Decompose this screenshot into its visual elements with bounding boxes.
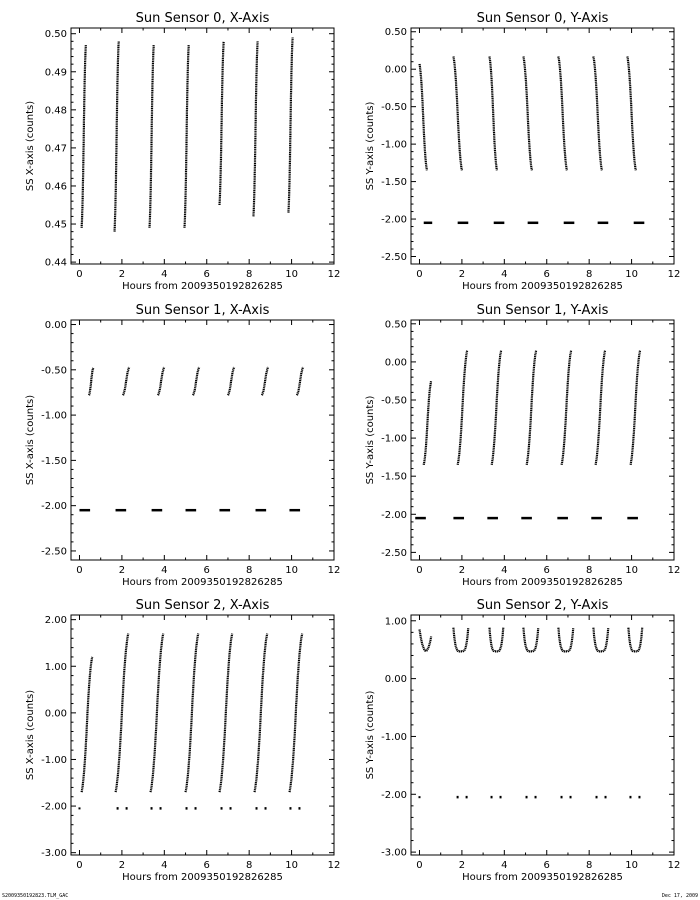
y-tick-label: -2.50 — [41, 546, 67, 558]
x-tick-label: 2 — [458, 565, 466, 576]
y-tick-label: -1.00 — [41, 410, 67, 422]
x-tick-label: 2 — [458, 860, 466, 871]
data-pass — [523, 628, 538, 652]
y-tick-label: -1.00 — [381, 433, 407, 445]
x-tick-label: 8 — [245, 269, 253, 280]
x-tick-label: 6 — [543, 860, 550, 871]
data-pass — [220, 634, 233, 793]
data-pass — [82, 657, 93, 792]
x-tick-label: 6 — [203, 269, 210, 280]
x-axis-label: Hours from 2009350192826285 — [122, 281, 283, 292]
data-pass — [123, 367, 129, 395]
data-pass — [523, 57, 532, 171]
y-tick-label: -0.50 — [41, 365, 67, 377]
x-tick-label: 10 — [625, 565, 638, 576]
y-axis-label: SS Y-axis (counts) — [365, 101, 376, 191]
x-tick-label: 4 — [161, 860, 168, 871]
data-pass — [186, 634, 199, 793]
chart-title: Sun Sensor 0, Y-Axis — [476, 11, 609, 26]
x-tick-label: 0 — [76, 860, 83, 871]
y-tick-label: -2.00 — [381, 789, 407, 801]
data-pass — [185, 45, 189, 228]
x-tick-label: 2 — [118, 269, 126, 280]
data-pass — [89, 368, 93, 395]
y-tick-label: 0.00 — [384, 674, 407, 686]
y-tick-label: -2.00 — [41, 801, 67, 813]
data-pass — [628, 628, 642, 652]
x-tick-label: 8 — [245, 565, 253, 576]
y-tick-label: -2.00 — [381, 214, 407, 226]
chart-title: Sun Sensor 0, X-Axis — [135, 11, 270, 26]
y-tick-label: 0.50 — [44, 29, 67, 41]
chart-title: Sun Sensor 2, Y-Axis — [476, 598, 609, 613]
data-pass — [150, 45, 154, 228]
x-tick-label: 8 — [585, 269, 593, 280]
x-tick-label: 2 — [458, 269, 466, 280]
y-tick-label: 0.46 — [44, 181, 67, 193]
x-axis-label: Hours from 2009350192826285 — [122, 872, 283, 883]
data-pass — [527, 351, 537, 465]
fill-value-marker — [418, 796, 420, 798]
x-tick-label: 0 — [76, 269, 83, 280]
chart-title: Sun Sensor 1, Y-Axis — [476, 303, 609, 318]
y-axis-label: SS Y-axis (counts) — [365, 690, 376, 780]
y-tick-label: -1.50 — [381, 177, 407, 189]
y-tick-label: 0.49 — [44, 67, 67, 79]
chart-panel — [365, 11, 680, 292]
y-tick-label: 2.00 — [44, 615, 67, 627]
data-pass — [290, 634, 303, 793]
data-pass — [420, 630, 432, 651]
plot-frame — [411, 28, 674, 264]
data-pass — [593, 628, 608, 652]
data-pass — [631, 351, 641, 465]
y-tick-label: -1.00 — [381, 139, 407, 151]
y-tick-label: -2.00 — [381, 509, 407, 521]
y-tick-label: -1.00 — [381, 731, 407, 743]
data-pass — [82, 45, 86, 228]
data-pass — [255, 634, 268, 793]
x-axis-label: Hours from 2009350192826285 — [122, 577, 283, 588]
y-tick-label: -1.00 — [41, 754, 67, 766]
chart-panel — [25, 598, 340, 883]
x-tick-label: 12 — [327, 269, 341, 280]
y-tick-label: -2.50 — [381, 547, 407, 559]
y-tick-label: 0.45 — [44, 219, 67, 231]
y-tick-label: 0.00 — [44, 320, 67, 332]
y-axis-label: SS X-axis (counts) — [25, 394, 36, 486]
data-pass — [562, 351, 572, 465]
x-tick-label: 4 — [501, 565, 508, 576]
x-tick-label: 4 — [501, 860, 508, 871]
y-tick-label: 0.48 — [44, 105, 67, 117]
x-tick-label: 6 — [203, 860, 210, 871]
x-tick-label: 6 — [543, 269, 550, 280]
x-tick-label: 2 — [118, 860, 126, 871]
y-tick-label: -0.50 — [381, 102, 407, 114]
x-tick-label: 0 — [416, 860, 423, 871]
x-tick-label: 8 — [245, 860, 253, 871]
data-pass — [288, 38, 292, 213]
chart-title: Sun Sensor 1, X-Axis — [135, 303, 270, 318]
data-pass — [596, 351, 606, 465]
chart-title: Sun Sensor 2, X-Axis — [135, 598, 270, 613]
x-tick-label: 0 — [416, 565, 423, 576]
y-tick-label: 0.47 — [44, 143, 67, 155]
y-axis-label: SS Y-axis (counts) — [365, 395, 376, 485]
data-pass — [558, 57, 567, 171]
x-tick-label: 12 — [327, 565, 341, 576]
y-tick-label: 0.50 — [384, 27, 407, 39]
x-tick-label: 10 — [285, 269, 298, 280]
chart-panel — [365, 303, 680, 588]
x-tick-label: 12 — [667, 269, 681, 280]
y-tick-label: 0.00 — [44, 708, 67, 720]
data-pass — [297, 367, 303, 395]
plot-frame — [411, 320, 674, 560]
y-tick-label: -1.50 — [41, 455, 67, 467]
x-tick-label: 8 — [585, 860, 593, 871]
x-tick-label: 6 — [543, 565, 550, 576]
y-tick-label: 1.00 — [384, 616, 407, 628]
y-tick-label: 1.00 — [44, 661, 67, 673]
y-tick-label: 0.50 — [384, 319, 407, 331]
data-pass — [492, 351, 502, 465]
x-tick-label: 12 — [667, 565, 681, 576]
data-pass — [458, 351, 468, 465]
fill-value-marker — [78, 807, 80, 809]
data-pass — [420, 64, 427, 170]
chart-panel — [365, 598, 680, 883]
x-tick-label: 2 — [118, 565, 126, 576]
x-axis-label: Hours from 2009350192826285 — [462, 872, 623, 883]
x-tick-label: 12 — [667, 860, 681, 871]
x-tick-label: 0 — [76, 565, 83, 576]
data-pass — [253, 41, 257, 216]
plot-frame — [71, 28, 334, 264]
data-pass — [593, 57, 602, 171]
data-pass — [158, 367, 164, 395]
data-pass — [262, 367, 268, 395]
y-tick-label: -3.00 — [41, 848, 67, 860]
y-tick-label: -0.50 — [381, 395, 407, 407]
y-tick-label: 0.00 — [384, 357, 407, 369]
data-pass — [116, 634, 129, 793]
data-pass — [490, 57, 497, 171]
x-tick-label: 10 — [625, 860, 638, 871]
plot-frame — [71, 320, 334, 560]
data-pass — [193, 367, 199, 395]
data-pass — [453, 628, 468, 652]
x-tick-label: 4 — [501, 269, 508, 280]
x-tick-label: 10 — [625, 269, 638, 280]
plot-frame — [71, 615, 334, 855]
x-tick-label: 0 — [416, 269, 423, 280]
x-axis-label: Hours from 2009350192826285 — [462, 577, 623, 588]
data-pass — [424, 381, 431, 465]
data-pass — [115, 41, 119, 231]
y-axis-label: SS X-axis (counts) — [25, 100, 36, 192]
x-axis-label: Hours from 2009350192826285 — [462, 281, 623, 292]
y-axis-label: SS X-axis (counts) — [25, 689, 36, 781]
data-pass — [220, 41, 224, 205]
data-pass — [151, 634, 164, 793]
y-tick-label: -2.00 — [41, 501, 67, 513]
y-tick-label: 0.44 — [44, 257, 67, 269]
x-tick-label: 4 — [161, 269, 168, 280]
chart-panel — [25, 11, 340, 292]
y-tick-label: 0.00 — [384, 64, 407, 76]
footer-filename: S2009350192823.TLM_GAC — [2, 893, 69, 899]
y-tick-label: -1.50 — [381, 471, 407, 483]
y-tick-label: -3.00 — [381, 847, 407, 859]
x-tick-label: 10 — [285, 860, 298, 871]
y-tick-label: -2.50 — [381, 252, 407, 264]
x-tick-label: 6 — [203, 565, 210, 576]
footer-date: Dec 17, 2009 — [661, 893, 698, 899]
data-pass — [453, 57, 462, 171]
data-pass — [228, 367, 234, 395]
chart-panel — [25, 303, 340, 588]
data-pass — [558, 628, 573, 652]
x-tick-label: 10 — [285, 565, 298, 576]
data-pass — [490, 628, 504, 652]
x-tick-label: 8 — [585, 565, 593, 576]
x-tick-label: 12 — [327, 860, 341, 871]
x-tick-label: 4 — [161, 565, 168, 576]
data-pass — [627, 57, 636, 171]
